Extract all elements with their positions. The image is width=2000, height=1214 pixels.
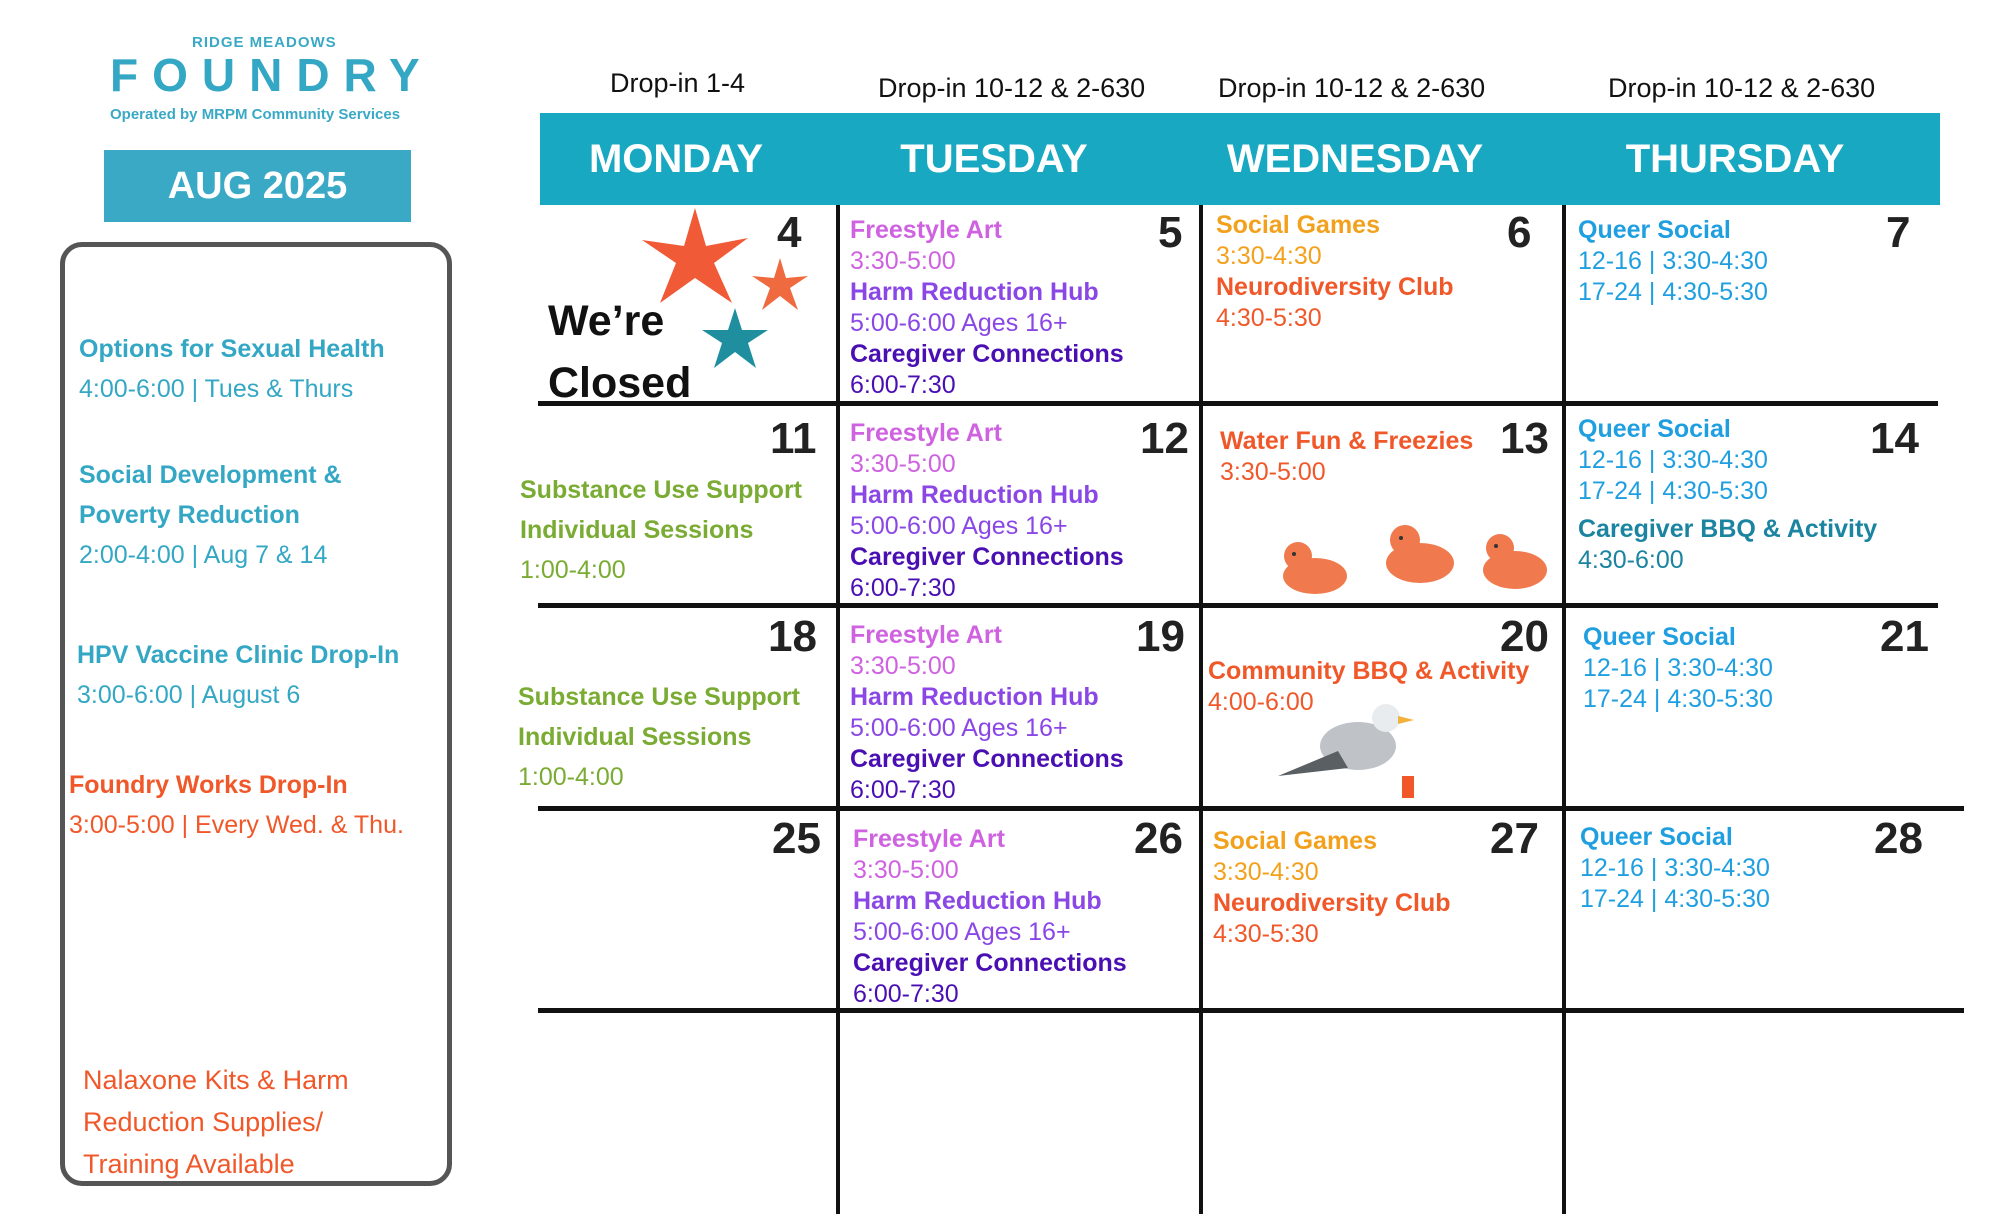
sidebar-item-detail: 3:00-5:00 | Every Wed. & Thu. (69, 811, 404, 839)
date-19: 19 (1136, 612, 1185, 661)
note-line: Training Available (83, 1149, 295, 1179)
event-title: Social Games (1216, 211, 1380, 239)
grid-line (1199, 205, 1203, 1214)
dropin-wednesday: Drop-in 10-12 & 2-630 (1218, 73, 1486, 103)
wednesday-27-events (1213, 826, 1451, 950)
event-time: 6:00-7:30 (853, 980, 959, 1008)
event-time: 3:30-5:00 (1220, 458, 1326, 486)
date-21: 21 (1880, 612, 1929, 661)
starfish-illustration (640, 208, 820, 388)
event-title: Neurodiversity Club (1216, 273, 1454, 301)
event-time: 4:30-5:30 (1216, 304, 1322, 332)
dropin-monday: Drop-in 1-4 (610, 68, 746, 98)
event-title: Freestyle Art (850, 419, 1002, 447)
sidebar-item-title-2: Poverty Reduction (79, 501, 300, 529)
event-time: 3:30-4:30 (1213, 858, 1319, 886)
harm-supplies-note (83, 1059, 349, 1185)
sidebar-item-foundry-works (69, 765, 404, 845)
day-tuesday: TUESDAY (900, 137, 1088, 181)
day-thursday: THURSDAY (1625, 137, 1845, 181)
thursday-7-events (1578, 215, 1768, 308)
logo-wordmark: FOUNDRY (110, 49, 434, 101)
event-title: Queer Social (1578, 415, 1731, 443)
info-panel (60, 242, 452, 1186)
event-time: 1:00-4:00 (518, 763, 624, 791)
event-time: 6:00-7:30 (850, 776, 956, 804)
event-title: Social Games (1213, 827, 1377, 855)
tuesday-5-events (850, 215, 1124, 401)
sidebar-item-title: Social Development & (79, 461, 342, 489)
grid-line (538, 806, 1964, 811)
event-title: Caregiver Connections (853, 949, 1127, 977)
grid-line (836, 205, 840, 1214)
month-badge: AUG 2025 (104, 150, 411, 222)
event-time: 12-16 | 3:30-4:30 (1578, 247, 1768, 275)
event-time: 5:00-6:00 Ages 16+ (850, 309, 1068, 337)
event-time: 1:00-4:00 (520, 556, 626, 584)
day-wednesday: WEDNESDAY (1226, 137, 1484, 181)
birds-illustration (1260, 518, 1560, 608)
event-title: Water Fun & Freezies (1220, 427, 1474, 455)
event-time: 17-24 | 4:30-5:30 (1578, 278, 1768, 306)
tuesday-12-events (850, 418, 1124, 604)
closed-line: Closed (548, 359, 692, 407)
event-time: 3:30-5:00 (850, 450, 956, 478)
event-time: 6:00-7:30 (850, 371, 956, 399)
tuesday-19-events (850, 620, 1124, 806)
thursday-28-events (1580, 822, 1770, 915)
date-27: 27 (1490, 814, 1539, 863)
event-title: Substance Use Support (518, 683, 800, 711)
monday-11-events (520, 470, 802, 590)
sidebar-item-title: Options for Sexual Health (79, 335, 385, 363)
sidebar-item-title: HPV Vaccine Clinic Drop-In (77, 641, 400, 669)
sidebar-item-hpv-clinic (77, 635, 399, 715)
tuesday-26-events (853, 824, 1127, 1010)
date-12: 12 (1140, 414, 1189, 463)
event-title: Queer Social (1580, 823, 1733, 851)
event-time: 3:30-4:30 (1216, 242, 1322, 270)
event-title: Harm Reduction Hub (850, 683, 1099, 711)
thursday-14-events (1578, 414, 1877, 576)
event-title: Caregiver Connections (850, 745, 1124, 773)
event-time: 17-24 | 4:30-5:30 (1578, 477, 1768, 505)
date-25: 25 (772, 814, 821, 863)
grid-line (1562, 205, 1566, 1214)
event-title: Individual Sessions (518, 723, 752, 751)
event-title: Freestyle Art (850, 216, 1002, 244)
grid-line (538, 401, 1938, 406)
date-14: 14 (1870, 414, 1919, 463)
event-title: Caregiver Connections (850, 340, 1124, 368)
thursday-21-events (1583, 622, 1773, 715)
dropin-thursday: Drop-in 10-12 & 2-630 (1608, 73, 1876, 103)
logo-main-text (110, 48, 434, 102)
event-title: Queer Social (1578, 216, 1731, 244)
event-title: Neurodiversity Club (1213, 889, 1451, 917)
event-time: 12-16 | 3:30-4:30 (1578, 446, 1768, 474)
date-26: 26 (1134, 814, 1183, 863)
event-time: 6:00-7:30 (850, 574, 956, 602)
event-time: 3:30-5:00 (853, 856, 959, 884)
event-title: Harm Reduction Hub (850, 481, 1099, 509)
event-time: 4:30-5:30 (1213, 920, 1319, 948)
event-title: Freestyle Art (850, 621, 1002, 649)
date-6: 6 (1507, 208, 1532, 257)
date-20: 20 (1500, 612, 1549, 661)
event-title: Harm Reduction Hub (853, 887, 1102, 915)
note-line: Reduction Supplies/ (83, 1107, 324, 1137)
grid-line (538, 1008, 1964, 1013)
event-time: 12-16 | 3:30-4:30 (1583, 654, 1773, 682)
sidebar-item-detail: 4:00-6:00 | Tues & Thurs (79, 375, 354, 403)
wednesday-13-events (1220, 426, 1473, 488)
sidebar-item-detail: 3:00-6:00 | August 6 (77, 681, 301, 709)
event-title: Caregiver BBQ & Activity (1578, 515, 1878, 543)
event-title: Substance Use Support (520, 476, 802, 504)
event-time: 5:00-6:00 Ages 16+ (850, 714, 1068, 742)
sidebar-item-detail: 2:00-4:00 | Aug 7 & 14 (79, 541, 328, 569)
date-28: 28 (1874, 814, 1923, 863)
closed-line: We’re (548, 297, 665, 345)
event-time: 17-24 | 4:30-5:30 (1583, 685, 1773, 713)
dropin-tuesday: Drop-in 10-12 & 2-630 (878, 73, 1146, 103)
date-18: 18 (768, 612, 817, 661)
grid-line (538, 603, 1938, 608)
event-time: 4:30-6:00 (1578, 546, 1684, 574)
event-time: 3:30-5:00 (850, 247, 956, 275)
event-time: 12-16 | 3:30-4:30 (1580, 854, 1770, 882)
event-time: 4:00-6:00 (1208, 688, 1314, 716)
event-time: 17-24 | 4:30-5:30 (1580, 885, 1770, 913)
day-monday: MONDAY (588, 137, 764, 181)
wednesday-6-events (1216, 210, 1454, 334)
event-title: Community BBQ & Activity (1208, 657, 1530, 685)
event-title: Queer Social (1583, 623, 1736, 651)
date-5: 5 (1158, 208, 1183, 257)
event-title: Harm Reduction Hub (850, 278, 1099, 306)
event-title: Freestyle Art (853, 825, 1005, 853)
event-time: 5:00-6:00 Ages 16+ (853, 918, 1071, 946)
monday-18-events (518, 677, 800, 797)
date-13: 13 (1500, 414, 1549, 463)
sidebar-item-sexual-health (79, 329, 385, 409)
date-7: 7 (1886, 208, 1911, 257)
sidebar-item-social-development (79, 455, 342, 575)
seagull-illustration (1278, 696, 1438, 806)
event-time: 3:30-5:00 (850, 652, 956, 680)
note-line: Nalaxone Kits & Harm (83, 1065, 349, 1095)
logo-subtitle: Operated by MRPM Community Services (110, 106, 401, 123)
logo-top-text: RIDGE MEADOWS (192, 34, 337, 51)
event-title: Caregiver Connections (850, 543, 1124, 571)
sidebar-item-title: Foundry Works Drop-In (69, 771, 348, 799)
date-11: 11 (770, 414, 817, 463)
date-4: 4 (777, 208, 802, 257)
event-time: 5:00-6:00 Ages 16+ (850, 512, 1068, 540)
event-title: Individual Sessions (520, 516, 754, 544)
